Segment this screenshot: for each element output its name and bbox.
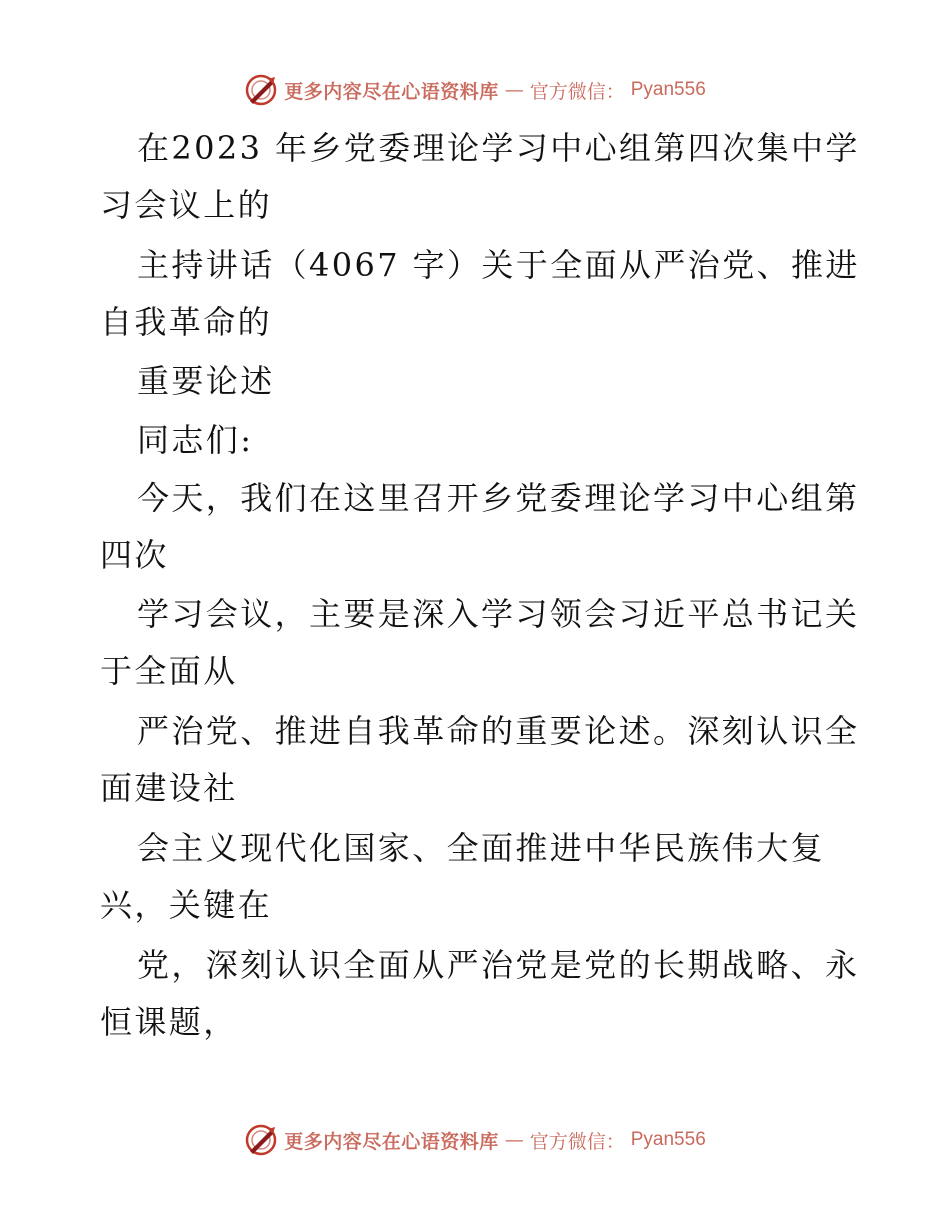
paragraph-line: 会主义现代化国家、全面推进中华民族伟大复: [137, 829, 826, 867]
watermark-text: 更多内容尽在心语资料库: [284, 80, 499, 103]
watermark-text: 更多内容尽在心语资料库: [284, 1130, 499, 1153]
watermark-separator: —: [504, 1129, 524, 1151]
paragraph-line: 兴，关键在: [100, 886, 273, 924]
paragraph-line: 恒课题，: [100, 1003, 238, 1041]
watermark-wechat-id: Pyan556: [630, 79, 706, 100]
title-line: 自我革命的: [100, 303, 273, 341]
paragraph-line: 于全面从: [100, 652, 238, 690]
salutation: 同志们:: [137, 421, 254, 459]
title-line: 习会议上的: [100, 186, 273, 224]
header-watermark: [0, 70, 950, 110]
title-line: 重要论述: [137, 362, 275, 400]
footer-watermark: [0, 1120, 950, 1160]
quill-logo-icon: [244, 1123, 278, 1157]
quill-logo-icon: [244, 73, 278, 107]
watermark-separator: —: [504, 79, 524, 101]
paragraph-line: 四次: [100, 536, 169, 574]
paragraph-line: 今天，我们在这里召开乡党委理论学习中心组第: [137, 479, 860, 517]
watermark-official-label: 官方微信：: [529, 80, 625, 103]
paragraph-line: 严治党、推进自我革命的重要论述。深刻认识全: [137, 712, 860, 750]
title-line: 在2023 年乡党委理论学习中心组第四次集中学: [137, 129, 860, 167]
title-line: 主持讲话（4067 字）关于全面从严治党、推进: [137, 246, 860, 284]
paragraph-line: 面建设社: [100, 769, 238, 807]
paragraph-line: 学习会议，主要是深入学习领会习近平总书记关: [137, 595, 860, 633]
watermark-wechat-id: Pyan556: [630, 1129, 706, 1150]
watermark-official-label: 官方微信：: [529, 1130, 625, 1153]
paragraph-line: 党，深刻认识全面从严治党是党的长期战略、永: [137, 946, 860, 984]
